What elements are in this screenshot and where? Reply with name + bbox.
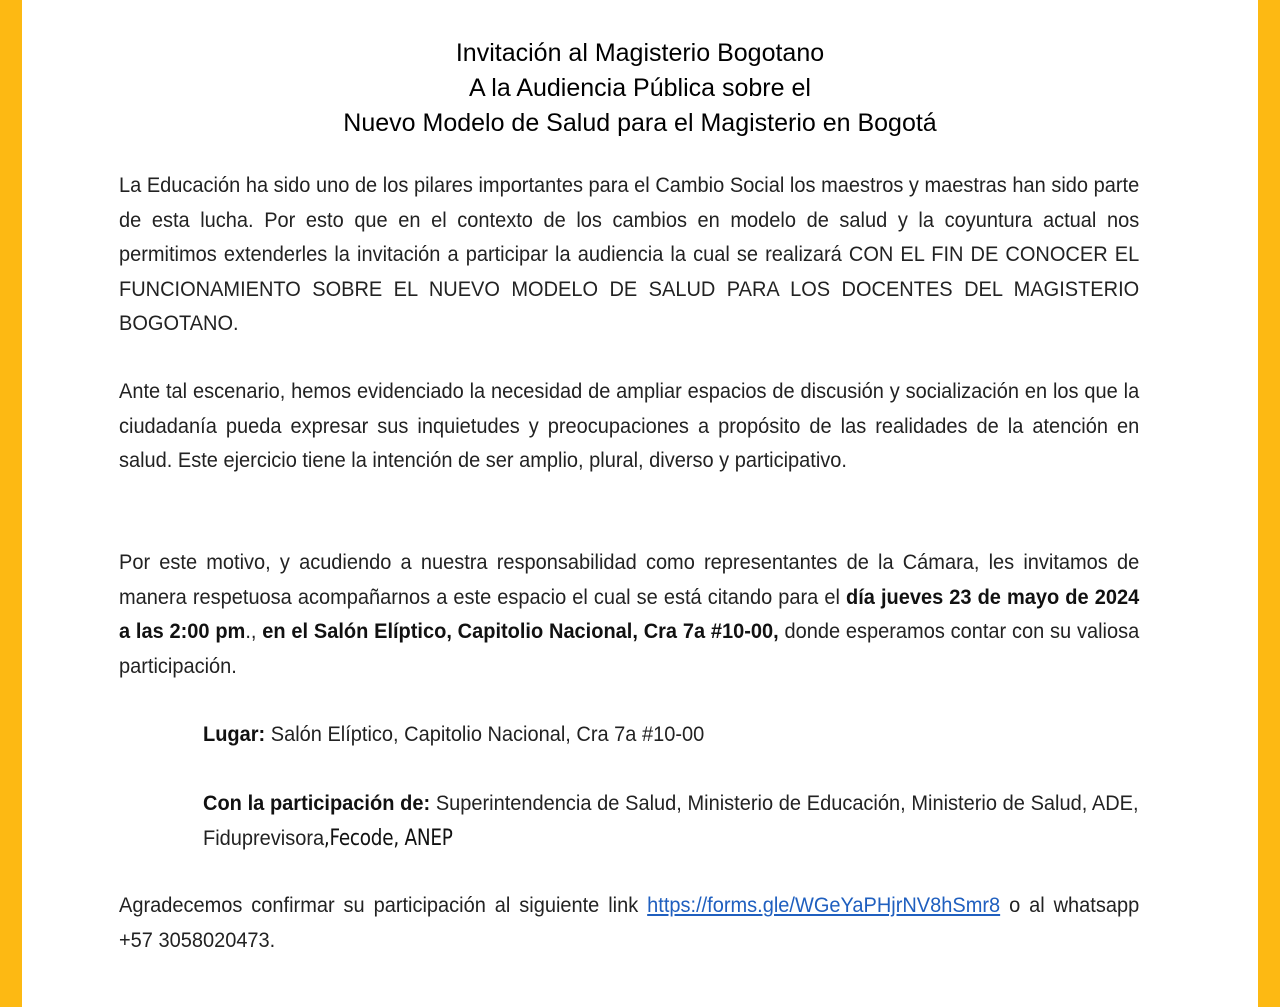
location-block bbox=[203, 717, 1139, 752]
document-title bbox=[22, 36, 1258, 141]
participants-value: Superintendencia de Salud, Ministerio de Educación, Ministerio de Salud, ADE, Fiduprevisora bbox=[203, 791, 1139, 850]
invitation-text-start: Por este motivo, y acudiendo a nuestra responsabilidad como representantes de la Cámara, les invitamos de manera respetuosa acompañarnos a este espacio el cual se está citando para el bbox=[119, 550, 1140, 609]
confirmation-text-end: o al whatsapp +57 3058020473. bbox=[119, 893, 1140, 952]
participants-block bbox=[203, 786, 1139, 856]
event-date: día jueves 23 de mayo de 2024 a las 2:00 pm bbox=[119, 584, 1140, 643]
title-line-3: Nuevo Modelo de Salud para el Magisterio en Bogotá bbox=[343, 109, 937, 137]
participants-added-text: ,Fecode, ANEP bbox=[324, 825, 453, 851]
invitation-document bbox=[22, 0, 1258, 1007]
invitation-text-mid: ., bbox=[245, 619, 263, 643]
confirmation-paragraph bbox=[119, 888, 1139, 957]
paragraph-context: Ante tal escenario, hemos evidenciado la necesidad de ampliar espacios de discusión y socialización en los que la ciudadanía pueda expresar sus inquietudes y preocupaciones a propósito de las realidades de la atención en salud. Este ejercicio tiene la intención de ser amplio, plural, diverso y participativo. bbox=[119, 379, 1140, 472]
registration-form-link[interactable]: https://forms.gle/WGeYaPHjrNV8hSmr8 bbox=[647, 893, 1001, 917]
title-line-2: A la Audiencia Pública sobre el bbox=[469, 74, 811, 102]
left-yellow-border bbox=[0, 0, 22, 1007]
confirmation-text-start: Agradecemos confirmar su participación al siguiente link bbox=[119, 893, 648, 917]
paragraph-intro: La Educación ha sido uno de los pilares importantes para el Cambio Social los maestros y maestras han sido parte de esta lucha. Por esto que en el contexto de los cambios en modelo de salud y la coyuntura actual nos permitimos extenderles la invitación a participar la audiencia la cual se realizará CON EL FIN DE CONOCER EL FUNCIONAMIENTO SOBRE EL NUEVO MODELO DE SALUD PARA LOS DOCENTES DEL MAGISTERIO BOGOTANO. bbox=[119, 173, 1140, 335]
location-label: Lugar: bbox=[203, 722, 266, 746]
right-yellow-border bbox=[1258, 0, 1280, 1007]
paragraph-invitation bbox=[119, 545, 1139, 683]
event-place: en el Salón Elíptico, Capitolio Nacional, Cra 7a #10-00, bbox=[262, 619, 779, 643]
location-value: Salón Elíptico, Capitolio Nacional, Cra 7a #10-00 bbox=[265, 722, 705, 746]
title-line-1: Invitación al Magisterio Bogotano bbox=[455, 39, 825, 67]
participants-label: Con la participación de: bbox=[203, 791, 431, 815]
invitation-text-end: donde esperamos contar con su valiosa participación. bbox=[119, 619, 1140, 678]
